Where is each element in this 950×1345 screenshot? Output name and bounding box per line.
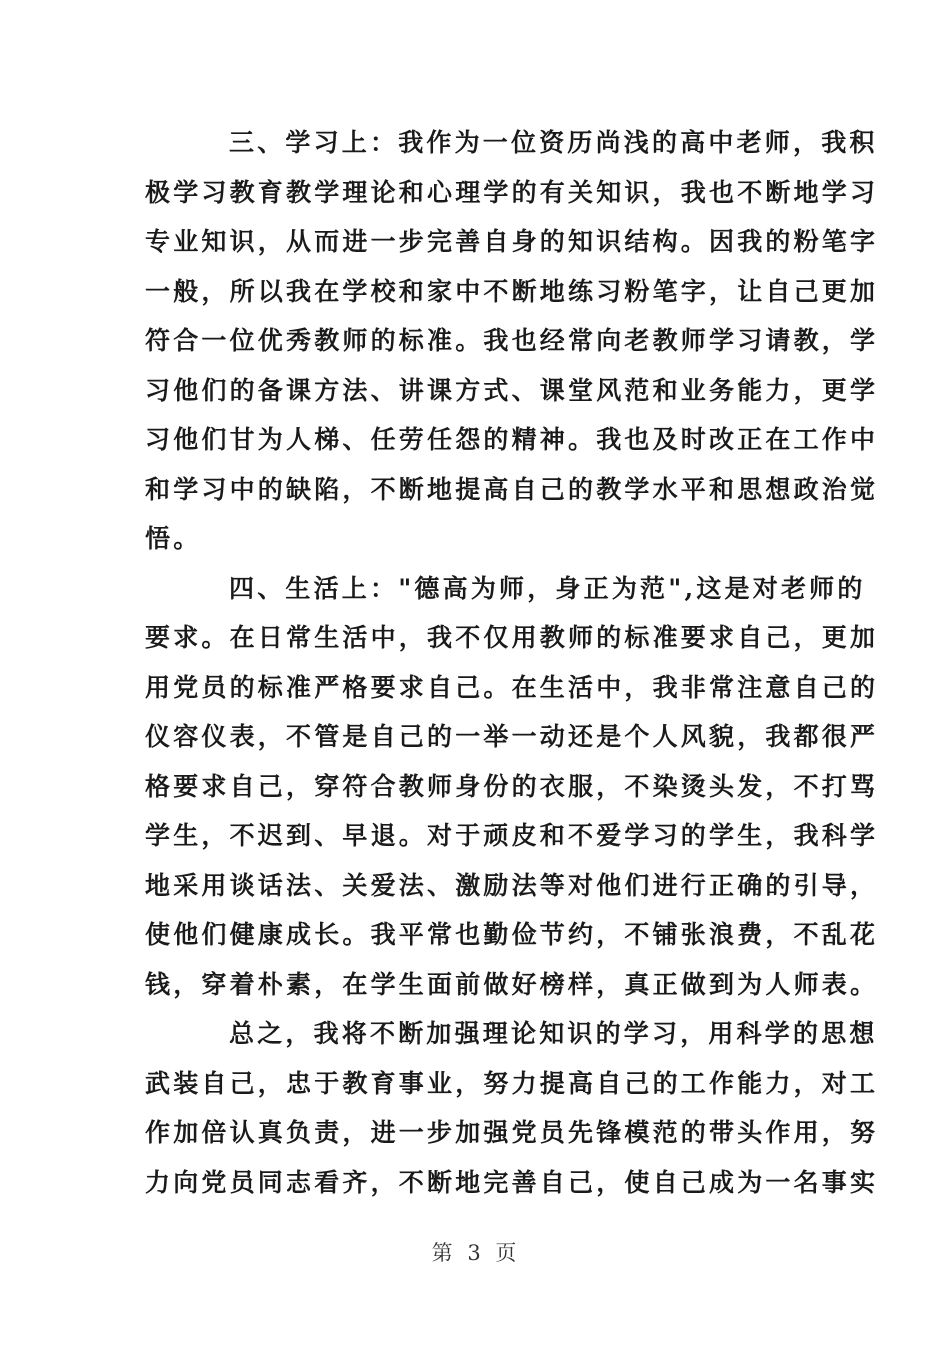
paragraph-life <box>145 564 879 1010</box>
text-line: 作加倍认真负责，进一步加强党员先锋模范的带头作用，努 <box>145 1118 879 1147</box>
text-line: 仪容仪表，不管是自己的一举一动还是个人风貌，我都很严 <box>145 722 879 751</box>
page-number: 3 <box>467 1241 483 1265</box>
text-line: 钱，穿着朴素，在学生面前做好榜样，真正做到为人师表。 <box>145 969 879 999</box>
footer-suffix: 页 <box>495 1241 519 1265</box>
text-line: 使他们健康成长。我平常也勤俭节约，不铺张浪费，不乱花 <box>145 920 879 949</box>
footer-prefix: 第 <box>431 1241 455 1265</box>
page-footer <box>0 1237 950 1267</box>
paragraph-study <box>145 118 879 564</box>
text-line: 习他们的备课方法、讲课方式、课堂风范和业务能力，更学 <box>145 375 879 405</box>
text-line: 悟。 <box>145 524 202 553</box>
text-line: 极学习教育教学理论和心理学的有关知识，我也不断地学习 <box>145 177 879 207</box>
text-line: 符合一位优秀教师的标准。我也经常向老教师学习请教，学 <box>145 326 879 355</box>
text-line: 习他们甘为人梯、任劳任怨的精神。我也及时改正在工作中 <box>145 425 879 454</box>
text-line: 要求。在日常生活中，我不仅用教师的标准要求自己，更加 <box>145 623 879 652</box>
text-line: 格要求自己，穿符合教师身份的衣服，不染烫头发，不打骂 <box>145 771 879 801</box>
text-line: 力向党员同志看齐，不断地完善自己，使自己成为一名事实 <box>145 1167 879 1197</box>
text-line: 用党员的标准严格要求自己。在生活中，我非常注意自己的 <box>145 672 879 702</box>
text-line: 三、学习上：我作为一位资历尚浅的高中老师，我积 <box>229 128 878 157</box>
text-line: 地采用谈话法、关爱法、激励法等对他们进行正确的引导， <box>145 870 879 900</box>
text-line: 一般，所以我在学校和家中不断地练习粉笔字，让自己更加 <box>145 276 879 306</box>
text-line: 四、生活上："德高为师，身正为范",这是对老师的 <box>229 573 866 603</box>
text-line: 专业知识，从而进一步完善自身的知识结构。因我的粉笔字 <box>145 227 879 256</box>
text-line: 总之，我将不断加强理论知识的学习，用科学的思想 <box>229 1019 878 1048</box>
text-line: 学生，不迟到、早退。对于顽皮和不爱学习的学生，我科学 <box>145 821 879 850</box>
body-text <box>145 118 879 1207</box>
text-line: 和学习中的缺陷，不断地提高自己的教学水平和思想政治觉 <box>145 474 879 504</box>
paragraph-summary <box>145 1009 879 1207</box>
text-line: 武装自己，忠于教育事业，努力提高自己的工作能力，对工 <box>145 1068 879 1098</box>
